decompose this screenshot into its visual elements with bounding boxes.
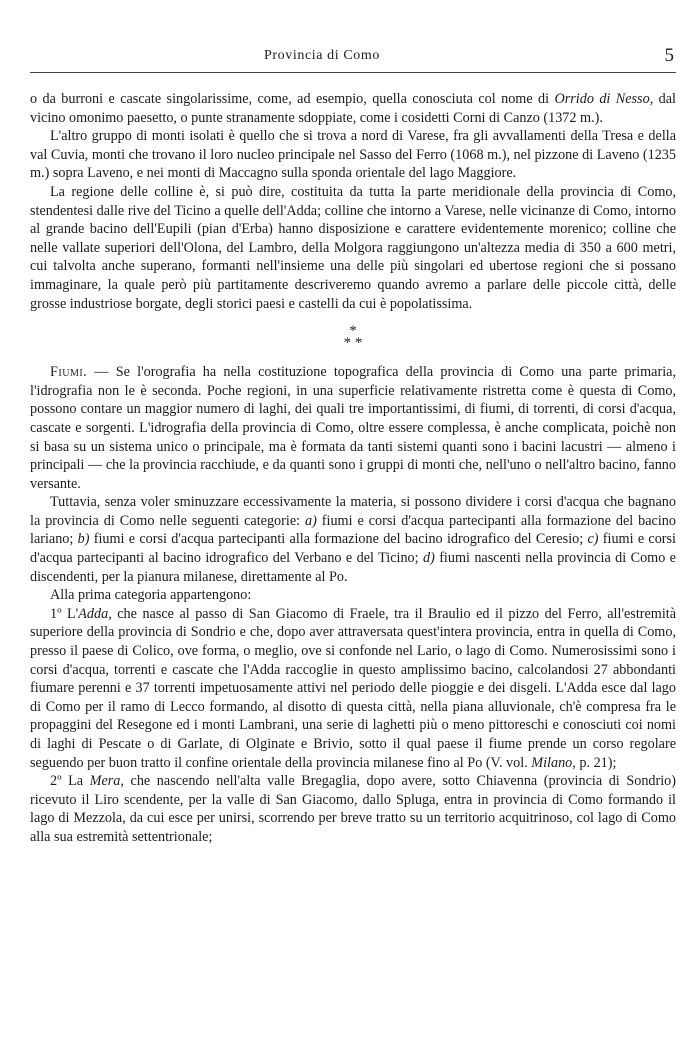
page-header xyxy=(30,45,674,70)
paragraph-gorges: o da burroni e cascate singolarissime, come, ad esempio, quella conosciuta col nome di Orrido di Nesso, dal vicino omonimo paesetto, o punte stranamente sdoppiate, come i cosidetti Corni di Canzo (1372 m.). xyxy=(30,91,676,126)
page-number: 5 xyxy=(664,45,674,66)
paragraph-adda: 1º L'Adda, che nasce al passo di San Giacomo di Fraele, tra il Braulio ed il pizzo del Ferro, all'estremità superiore della provincia di Sondrio e che, dopo aver attraversata quest'intera provincia, entra in quella di Como, presso il paese di Colico, ove forma, o meglio, ove si confonde nel Lario, o lago di Como. Numerosissimi sono i corsi d'acqua, torrenti e cascate che l'Adda raccoglie in questo amplissimo bacino, calcolandosi 27 abbondanti fiumare perenni e 37 torrenti impetuosamente attivi nel periodo delle pioggie e dei disgeli. L'Adda esce dal lago di Como per il ramo di Lecco formando, al disotto di questa città, nella piana alluvionale, ch'è compresa fra le propaggini del Resegone ed i monti Lambrani, una serie di laghetti più o meno pittoreschi e conosciuti coi nomi di laghi di Pescate o di Garlate, di Olginate e Brivio, sotto il qual paese il fiume prende un corso regolare seguendo per buon tratto il confine orientale della provincia milanese fino al Po (V. vol. Milano, p. 21); xyxy=(30,605,676,771)
category-letter: d) xyxy=(422,550,435,567)
paragraph-categories: Tuttavia, senza voler sminuzzare eccessivamente la materia, si possono dividere i corsi d'acqua che bagnano la provincia di Como nelle seguenti categorie: a) fiumi e corsi d'acqua partecipanti alla formazione del bacino lariano; b) fiumi e corsi d'acqua partecipanti alla formazione del bacino idrografico del Ceresio; c) fiumi e corsi d'acqua partecipanti al bacino idrografico del Verbano e del Ticino; d) fiumi nascenti nella provincia di Como e discendenti, per la pianura milanese, direttamente al Po. xyxy=(30,494,676,585)
volume-reference: Milano xyxy=(531,754,573,771)
section-separator xyxy=(30,323,676,352)
category-letter: a) xyxy=(305,512,317,529)
place-name: Orrido di Nesso xyxy=(554,91,650,107)
separator-star-top: * xyxy=(349,323,357,340)
paragraph-hills: La regione delle colline è, si può dire, costituita da tutta la parte meridionale della provincia di Como, stendentesi dalle rive del Ticino a quelle dell'Adda; colline che intorno a Varese, nelle vicinanze di Como, intorno al grande bacino dell'Eupili (pian d'Erba) hanno disposizione e carattere evidentemente morenico; colline che nelle vallate superiori dell'Olona, del Lambro, della Molgora raggiungono un'altezza media di 350 a 600 metri, cui talvolta anche superano, formanti nell'insieme una delle più singolari ed ubertose regioni che si possano immaginare, la quale però più partitamente descriveremo quando avremo a parlare delle piccole città, delle grosse industriose borgate, degli storici paesi e castelli da cui è popolatissima. xyxy=(30,183,676,312)
running-title: Provincia di Como xyxy=(264,48,380,63)
paragraph-mera: 2º La Mera, che nascendo nell'alta valle Bregaglia, dopo avere, sotto Chiavenna (provincia di Sondrio) ricevuto il Liro scendente, per la valle di San Giacomo, dallo Spluga, entra in provincia di Como formando il lago di Mezzola, da cui esce per unirsi, scorrendo per breve tratto su un territorio acquitrinoso, col lago di Como alla sua estremità settentrionale; xyxy=(30,773,676,845)
separator-star-bottom: * * xyxy=(343,335,363,352)
paragraph-rivers: Fiumi. — Se l'orografia ha nella costituzione topografica della provincia di Como una parte primaria, l'idrografia non le è seconda. Poche regioni, in una superficie relativamente ristretta come è questa di Como, possono contare un maggior numero di laghi, dei quali tre importantissimi, di fiumi, di torrenti, di corsi d'acqua, cascate e sorgenti. L'idrografia della provincia di Como, oltre essere complessa, è anche complicata, poichè non si basa su un sistema unico o principale, ma è formata da tanti sistemi quanti sono i bacini lacustri — almeno i principali — che la provincia racchiude, e da quanti sono i gruppi di monti che, nell'uno o nell'altro bacino, fanno versante. xyxy=(30,364,676,492)
category-letter: c) xyxy=(587,531,599,548)
paragraph-isolated-mountains: L'altro gruppo di monti isolati è quello che si trova a nord di Varese, fra gli avvallamenti della Tresa e della val Cuvia, monti che trovano il loro nucleo principale nel Sasso del Ferro (1068 m.), nel pizzone di Laveno (1235 m.) sopra Laveno, e nei monti di Maccagno sulla sponda orientale del lago Maggiore. xyxy=(30,128,676,182)
river-name: Adda xyxy=(78,605,109,622)
category-letter: b) xyxy=(77,531,90,548)
paragraph-first-category: Alla prima categoria appartengono: xyxy=(50,587,252,604)
river-name: Mera xyxy=(89,773,121,790)
body-text xyxy=(30,90,676,847)
section-lead: Fiumi. xyxy=(50,364,88,381)
header-rule xyxy=(30,72,676,73)
